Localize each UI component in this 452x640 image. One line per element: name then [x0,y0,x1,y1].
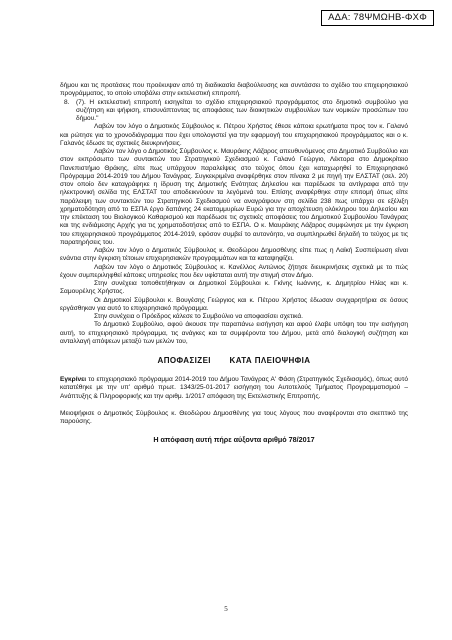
decision-number: Η απόφαση αυτή πήρε αύξοντα αριθμό 78/2017 [153,435,315,445]
decision-majority: ΚΑΤΑ ΠΛΕΙΟΨΗΦΙΑ [229,356,311,365]
dissent-paragraph: Μειοψήφισε ο Δημοτικός Σύμβουλος κ. Θεοδώρου Δημοσθένης για τους λόγους που αναφέρονται στο σκεπτικό της παρούσης. [60,409,408,425]
item-text: (7). Η εκτελεστική επιτροπή εισηγείται το σχέδιο επιχειρησιακού προγράμματος στο δημοτικό συμβούλιο για συζήτηση και ψήφιση, επισυνάπτοντας τις αποφάσεις των διοικητικών συμβουλίων των νομικών προσώπων του δήμου." [76,98,408,122]
page-number: 5 [224,605,228,613]
paragraph-congratulations: Οι Δημοτικοί Σύμβουλοι κ. Βουγέσης Γεώργιος και κ. Πέτρου Χρήστος έδωσαν συγχαρητήρια σε όσους εργάσθηκαν για αυτό το επιχειρησιακό πρόγραμμα. [60,296,408,312]
paragraph-mavrakis: Λαβών τον λόγο ο Δημοτικός Σύμβουλος κ. Μαυράκης Λάζαρος απευθυνόμενος στο Δημοτικό Συμβούλιο και στον εκπρόσωπο των συντακτών του Στρατηγικού Σχεδιασμού κ. Γαλανό Γεώργιο, Λέκτορα στο Δημοκρίτειο Πανεπιστήμιο Θράκης, είπε πως υπάρχουν παραλείψεις στο τεύχος όπου έχει καταχωρηθεί το Επιχειρησιακό Πρόγραμμα 2014-2019 του Δήμου Τανάγρας. Συγκεκριμένα αναφέρθηκε στον πίνακα 2 με πηγή την ΕΛΣΤΑΤ (σελ. 20) στον οποίο δεν καταγράφηκε η ίδρυση της Δημοτικής Ενότητας Δηλεσίου και παρέδωσε τα αντίγραφα από την ηλεκτρονική σελίδα της ΕΛΣΤΑΤ του αποδεικνύουν τα λεγόμενά του. Επίσης αναφέρθηκε στην επιτομή όπως είπε παράλειψη των συντακτών του Στρατηγικού Σχεδιασμού να αναγράψουν στη σελίδα 238 πως υπάρχει σε εξέλιξη χρηματοδότηση από το ΕΣΠΑ έργο δαπάνης 24 εκατομμυρίων Ευρώ για την αποχέτευση ολόκληρου του Δηλεσίου και την επέκταση του Βιολογικού Καθαρισμού και παρέδωσε τις σχετικές αποφάσεις του Δημοτικού Συμβουλίου Τανάγρας και της ενδιάμεσης Αρχής για τις χρηματοδοτήσεις από το ΕΣΠΑ. Ο κ. Μαυράκης Λάζαρος συμφώνησε με την έγκριση του επιχειρησιακού προγράμματος 2014-2019, εφόσον συμβεί το αυτονόητο, να συμπληρωθεί δηλαδή το τεύχος με τις παρατηρήσεις του. [60,148,408,246]
paragraph-council: Το Δημοτικό Συμβούλιο, αφού άκουσε την παραπάνω εισήγηση και αφού έλαβε υπόψη του την εισήγηση αυτή, το επιχειρησιακό πρόγραμμα, τις ανάγκες και τα συμφέροντα του Δήμου, μετά από διαλογική συζήτηση και ανταλλαγή απόψεων μεταξύ των μελών του, [60,321,408,345]
paragraph-continuation: δήμου και τις προτάσεις που προέκυψαν από τη διαδικασία διαβούλευσης και συντάσσει το σχέδιο του επιχειρησιακού προγράμματος, το οποίο υποβάλει στην εκτελεστική επιτροπή. [60,82,408,98]
paragraph-theodorou: Λαβών τον λόγο ο Δημοτικός Σύμβουλος κ. Θεοδώρου Δημοσθένης είπε πως η Λαϊκή Συσπείρωση είναι ενάντια στην έγκριση τέτοιων επιχειρησιακών προγραμμάτων και τα καταψηφίζει. [60,247,408,263]
paragraph-petrou: Λαβών τον λόγο ο Δημοτικός Σύμβουλος κ. Πέτρου Χρήστος έθεσε κάποια ερωτήματα προς τον κ. Γαλανό και ρώτησε για το χρονοδιάγραμμα που έχει υπολογιστεί για την εφαρμογή του επιχειρησιακού προγράμματος και ο κ. Γαλανός έδωσε τις σχετικές διευκρινήσεις. [60,123,408,147]
paragraph-councillors: Στην συνέχεια τοποθετήθηκαν οι Δημοτικοί Σύμβουλοι κ. Γκίνης Ιωάννης, κ. Δημητρίου Ηλίας και κ. Σαμουρέλης Χρήστος. [60,280,408,296]
decision-word: ΑΠΟΦΑΣΙΖΕΙ [157,356,211,365]
numbered-item-8 [64,99,408,124]
document-body [60,82,408,444]
approval-text: το επιχειρησιακό πρόγραμμα 2014-2019 του Δήμου Τανάγρας Α' Φάση (Στρατηγικός Σχεδιασμός), όπως αυτό κατατέθηκε με την υπ' αριθμό πρωτ. 1343/25-01-2017 εισήγηση του Αυτοτελούς Τμήματος Προγραμματισμού – Ανάπτυξης & Πληροφορικής και την αριθμ. 1/2017 απόφαση της Εκτελεστικής Επιτροπής. [60,376,408,400]
approval-verb: Εγκρίνει [60,376,87,383]
document-id-badge: ΑΔΑ: 78ΨΜΩΗΒ-ΦΧΦ [321,10,434,26]
approval-paragraph [60,376,408,401]
paragraph-kanellos: Λαβών τον λόγο ο Δημοτικός Σύμβουλος κ. Κανέλλος Αντώνιος ζήτησε διευκρινήσεις σχετικά με το πώς έχουν συμπεριληφθεί κάποιες υπηρεσίες που δεν υφίσταται αυτή την στιγμή στον Δήμο. [60,263,408,279]
paragraph-president: Στην συνέχεια ο Πρόεδρος κάλεσε το Συμβούλιο να αποφασίσει σχετικά. [94,313,303,320]
decision-heading [60,356,408,366]
item-number: 8. [64,98,70,106]
